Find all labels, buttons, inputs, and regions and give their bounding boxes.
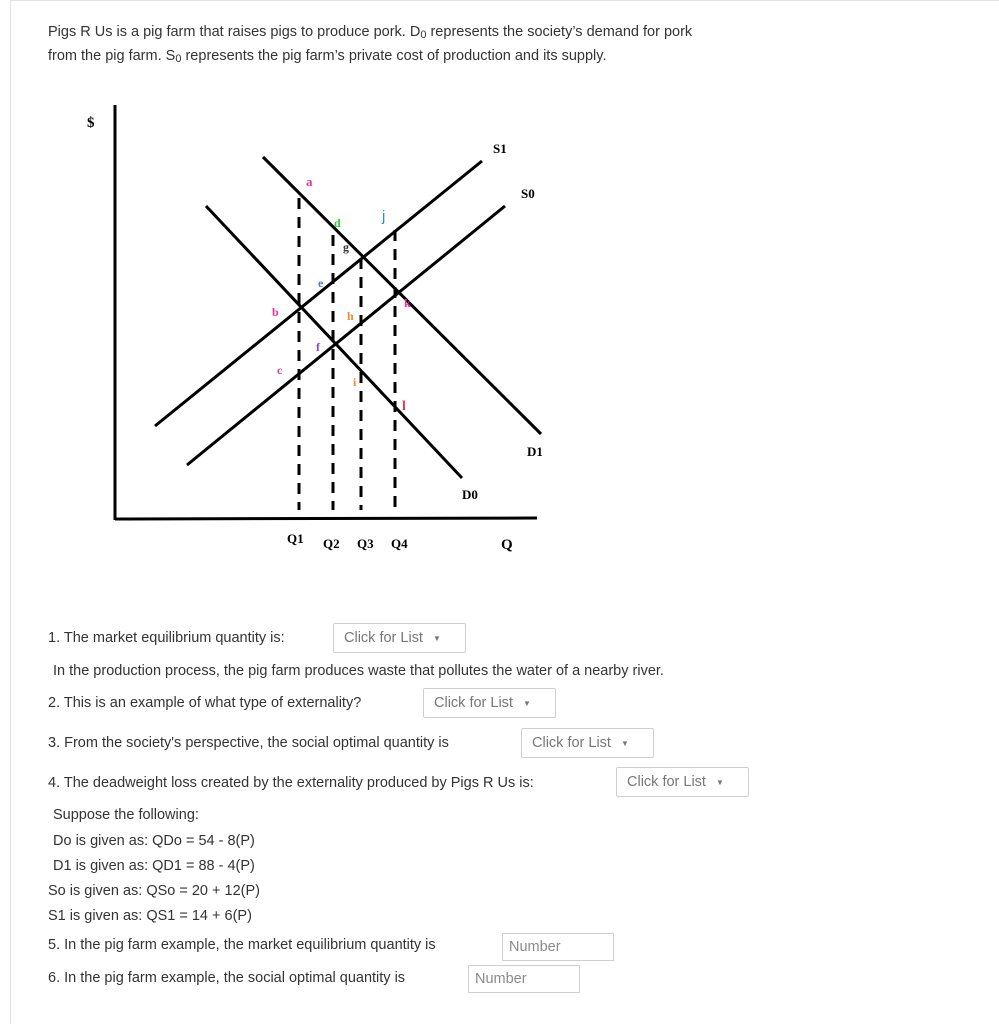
demand-curve-d0 xyxy=(206,206,462,478)
question-2-dropdown-label: Click for List xyxy=(434,695,513,711)
externality-statement: In the production process, the pig farm produces waste that pollutes the water of a nearby river. xyxy=(53,663,664,679)
question-3-dropdown-label: Click for List xyxy=(532,735,611,751)
region-label-j: j xyxy=(382,208,386,225)
question-4-dropdown-label: Click for List xyxy=(627,774,706,790)
question-3-text: 3. From the society's perspective, the social optimal quantity is xyxy=(48,735,449,751)
question-1-text: 1. The market equilibrium quantity is: xyxy=(48,630,285,646)
supply-curve-s1 xyxy=(155,161,482,426)
question-1-dropdown[interactable] xyxy=(333,623,466,653)
region-label-d: d xyxy=(334,216,341,230)
intro-line-1: Pigs R Us is a pig farm that raises pigs to produce pork. $D_0$ represents the society’s demand for pork xyxy=(48,24,693,41)
question-3-dropdown[interactable] xyxy=(521,728,654,758)
tick-label-q4: Q4 xyxy=(391,536,408,551)
intro-line-2: from the pig farm. $S_0$ represents the pig farm’s private cost of production and its supply. xyxy=(48,48,607,65)
question-5-number-input[interactable] xyxy=(502,933,614,961)
tick-label-q3: Q3 xyxy=(357,536,374,551)
region-label-i: i xyxy=(353,375,357,389)
curve-label-s1: S1 xyxy=(493,141,507,156)
question-2-text: 2. This is an example of what type of externality? xyxy=(48,695,362,711)
caret-down-icon: ▼ xyxy=(620,738,629,748)
region-label-k: k xyxy=(404,296,411,310)
y-axis-label: $ xyxy=(87,115,95,131)
region-label-a: a xyxy=(306,174,313,189)
region-label-b: b xyxy=(272,305,279,319)
caret-down-icon: ▼ xyxy=(522,698,531,708)
equation-d0: Do is given as: QDo = 54 - 8(P) xyxy=(53,833,255,849)
demand-curve-d1 xyxy=(263,157,541,434)
x-axis-label: Q xyxy=(501,537,513,553)
question-4-dropdown[interactable] xyxy=(616,767,749,797)
equation-d1: D1 is given as: QD1 = 88 - 4(P) xyxy=(53,858,255,874)
region-label-h: h xyxy=(347,309,354,323)
question-4-text: 4. The deadweight loss created by the externality produced by Pigs R Us is: xyxy=(48,775,534,791)
curve-label-d0: D0 xyxy=(462,487,478,502)
region-label-e: e xyxy=(318,276,324,290)
equation-s1: S1 is given as: QS1 = 14 + 6(P) xyxy=(48,908,252,924)
x-axis xyxy=(115,518,537,519)
tick-label-q1: Q1 xyxy=(287,531,304,546)
caret-down-icon: ▼ xyxy=(432,633,441,643)
question-2-dropdown[interactable] xyxy=(423,688,556,718)
question-5-text: 5. In the pig farm example, the market equilibrium quantity is xyxy=(48,937,436,953)
region-label-f: f xyxy=(316,340,320,354)
tick-label-q2: Q2 xyxy=(323,536,340,551)
question-1-dropdown-label: Click for List xyxy=(344,630,423,646)
region-label-l: l xyxy=(402,399,406,414)
curve-label-d1: D1 xyxy=(527,444,543,459)
curve-label-s0: S0 xyxy=(521,186,535,201)
equation-s0: So is given as: QSo = 20 + 12(P) xyxy=(48,883,260,899)
caret-down-icon: ▼ xyxy=(715,777,724,787)
region-label-g: g xyxy=(343,240,349,254)
region-label-c: c xyxy=(277,363,283,377)
question-6-number-input[interactable] xyxy=(468,965,580,993)
suppose-heading: Suppose the following: xyxy=(53,807,199,823)
question-6-text: 6. In the pig farm example, the social optimal quantity is xyxy=(48,970,406,986)
